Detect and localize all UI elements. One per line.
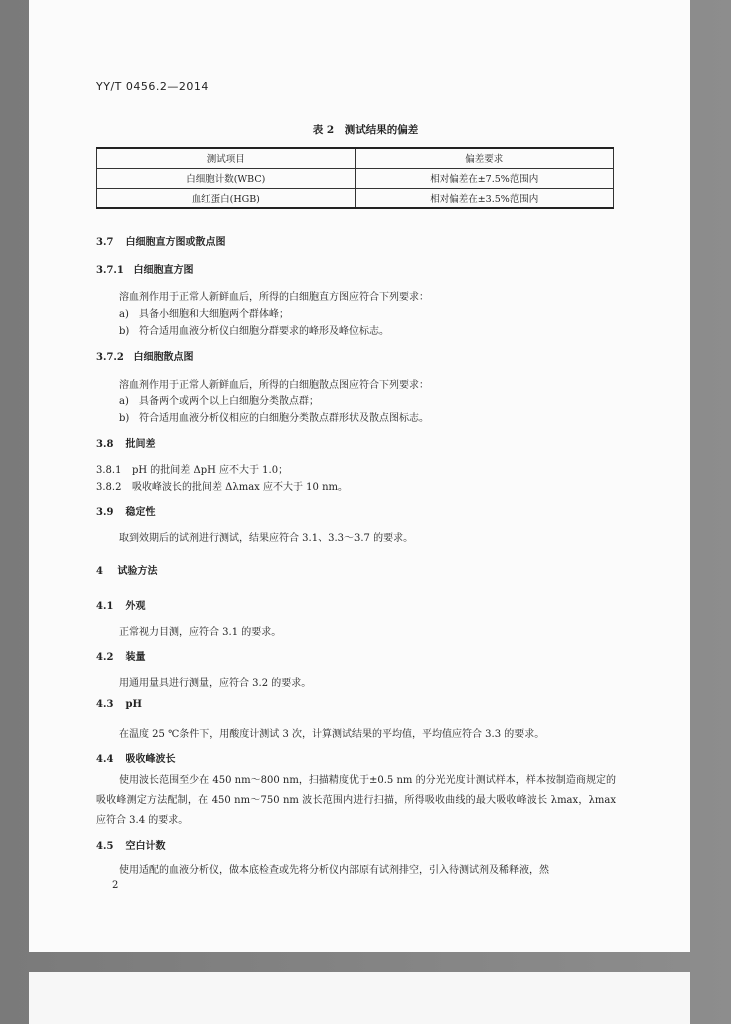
section-number: 3.7 — [96, 237, 114, 248]
section-title: 装量 — [125, 652, 146, 663]
clause-number: 3.8.1 — [96, 465, 122, 476]
section-number: 3.7.1 — [96, 265, 124, 276]
list-text: 符合适用血液分析仪相应的白细胞分类散点群形状及散点图标志。 — [139, 413, 429, 424]
section-title: 白细胞散点图 — [133, 352, 194, 363]
next-page-edge — [29, 972, 690, 1024]
table-cell: 相对偏差在±7.5%范围内 — [355, 168, 614, 188]
section-heading — [96, 435, 155, 450]
list-item — [119, 392, 319, 407]
page-number: 2 — [112, 880, 119, 891]
clause-text: 吸收峰波长的批间差 Δλmax 应不大于 10 nm。 — [132, 482, 349, 493]
list-text: 具备小细胞和大细胞两个群体峰； — [139, 309, 289, 320]
section-number: 4 — [96, 566, 103, 577]
table-cell: 白细胞计数(WBC) — [97, 168, 356, 188]
list-item — [119, 322, 389, 337]
list-text: 符合适用血液分析仪白细胞分群要求的峰形及峰位标志。 — [139, 326, 389, 337]
section-heading — [96, 699, 142, 710]
section-title: 批间差 — [125, 439, 156, 450]
list-item — [119, 409, 429, 424]
paragraph: 取到效期后的试剂进行测试，结果应符合 3.1、3.3～3.7 的要求。 — [119, 533, 414, 544]
table-row — [97, 188, 614, 208]
table-cell: 血红蛋白(HGB) — [97, 188, 356, 208]
list-text: 具备两个或两个以上白细胞分类散点群； — [139, 396, 319, 407]
bias-table — [96, 147, 614, 209]
section-heading — [96, 597, 145, 612]
paragraph: 在温度 25 ℃条件下，用酸度计测试 3 次，计算测试结果的平均值，平均值应符合 3.3 的要求。 — [119, 729, 545, 740]
paragraph: 使用适配的血液分析仪，做本底检查或先将分析仪内部原有试剂排空，引入待测试剂及稀释液，然 — [119, 865, 549, 876]
section-heading — [96, 562, 157, 577]
list-marker: a) — [119, 396, 129, 407]
section-heading — [96, 233, 225, 248]
table-cell: 相对偏差在±3.5%范围内 — [355, 188, 614, 208]
column-header: 测试项目 — [97, 148, 356, 168]
document-id: YY/T 0456.2—2014 — [96, 80, 209, 93]
paragraph: 用通用量具进行测量，应符合 3.2 的要求。 — [119, 678, 312, 689]
section-title: 白细胞直方图 — [133, 265, 194, 276]
clause-line — [96, 478, 348, 493]
section-number: 4.2 — [96, 652, 114, 663]
section-title: 外观 — [125, 601, 146, 612]
section-heading — [96, 348, 193, 363]
list-item — [119, 305, 289, 320]
section-title: 试验方法 — [117, 566, 158, 577]
section-title: 稳定性 — [125, 507, 156, 518]
list-marker: b) — [119, 326, 130, 337]
section-heading — [96, 503, 155, 518]
section-title: 吸收峰波长 — [125, 754, 176, 765]
paragraph: 使用波长范围至少在 450 nm～800 nm，扫描精度优于±0.5 nm 的分光光度计测试样本，样本按制造商规定的吸收峰测定方法配制，在 450 nm～750 nm 波长范围内进行扫描，所得吸收曲线的最大吸收峰波长 λmax，λmax应符合 3.4 的要求。 — [96, 775, 616, 826]
section-number: 3.8 — [96, 439, 114, 450]
column-header: 偏差要求 — [355, 148, 614, 168]
paragraph: 溶血剂作用于正常人新鲜血后，所得的白细胞散点图应符合下列要求： — [119, 380, 429, 391]
section-title: 白细胞直方图或散点图 — [125, 237, 226, 248]
paragraph: 正常视力目测，应符合 3.1 的要求。 — [119, 627, 282, 638]
section-number: 4.3 — [96, 699, 114, 710]
clause-number: 3.8.2 — [96, 482, 122, 493]
table-caption: 表 2 测试结果的偏差 — [312, 124, 419, 136]
section-title: 空白计数 — [125, 841, 166, 852]
table-header-row — [97, 148, 614, 168]
paragraph: 溶血剂作用于正常人新鲜血后，所得的白细胞直方图应符合下列要求： — [119, 292, 429, 303]
section-heading — [96, 261, 193, 276]
section-number: 3.9 — [96, 507, 114, 518]
clause-text: pH 的批间差 ΔpH 应不大于 1.0； — [132, 465, 289, 476]
section-number: 4.4 — [96, 754, 114, 765]
list-marker: b) — [119, 413, 130, 424]
section-heading — [96, 648, 145, 663]
section-title: pH — [125, 699, 142, 710]
section-number: 3.7.2 — [96, 352, 124, 363]
clause-line — [96, 461, 288, 476]
section-number: 4.1 — [96, 601, 114, 612]
table-row — [97, 168, 614, 188]
section-number: 4.5 — [96, 841, 114, 852]
list-marker: a) — [119, 309, 129, 320]
section-heading — [96, 837, 165, 852]
section-heading — [96, 750, 175, 765]
